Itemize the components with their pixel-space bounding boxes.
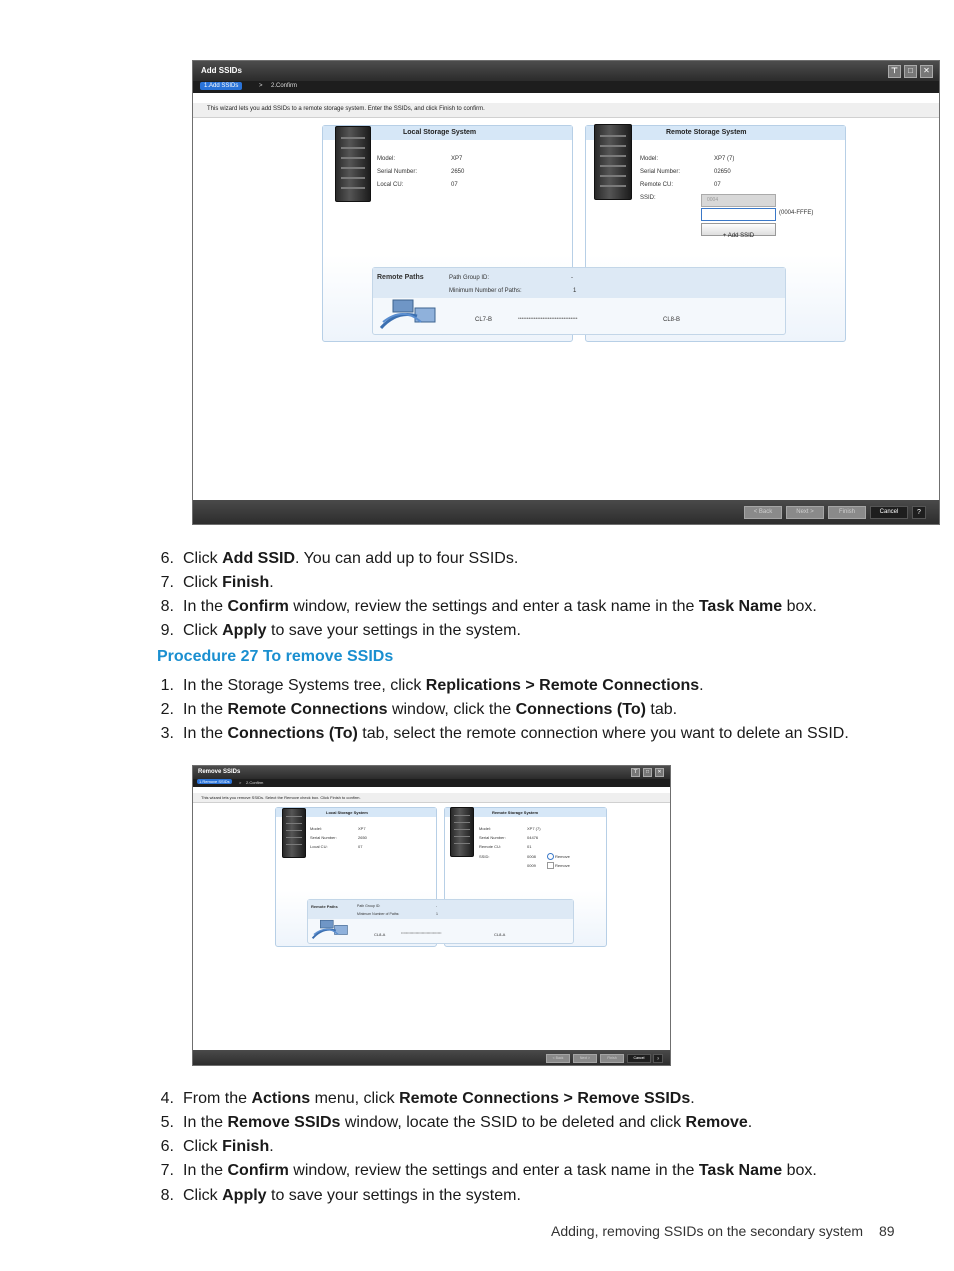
min-paths-value: 1 [436,912,438,916]
local-server-icon [282,808,306,858]
back-label: < Back [552,1056,564,1060]
path-group-value: - [436,904,438,908]
local-server-icon [335,126,371,202]
item-bold: Finish [222,1138,270,1155]
item-text: menu, click [310,1090,400,1107]
local-port: CL7-B [475,317,493,323]
remote-paths-heading: Remote Paths [377,274,424,281]
item-bold: Remove [685,1114,748,1131]
remote-serial-value: 04476 [527,835,539,840]
remote-paths-panel [307,899,574,944]
item-text: tab, select the remote connection where you want to delete an SSID. [357,725,849,742]
item-text: In the [183,701,228,718]
window-title: Remove SSIDs [198,769,241,775]
next-label: Next > [579,1056,591,1060]
item-bold: Apply [222,1187,267,1204]
local-model-label: Model: [377,156,396,162]
finish-button[interactable] [600,1054,624,1063]
item-bold: Remote Connections [227,701,388,718]
item-number: 5. [160,1114,174,1131]
item-number: 2. [160,701,174,718]
item-text: Click [183,1138,223,1155]
item-bold: Actions [251,1090,311,1107]
page-number: 89 [879,1223,895,1239]
item-text: . You can add up to four SSIDs. [295,550,519,567]
remote-model-label: Model: [479,826,492,831]
remote-serial-label: Serial Number: [479,835,506,840]
item-number: 8. [160,598,174,615]
help-button[interactable] [653,1054,663,1063]
finish-label: Finish [607,1056,617,1060]
back-button[interactable] [744,506,782,519]
local-cu-value: 07 [358,844,363,849]
cancel-button[interactable] [627,1054,651,1063]
window-titlebar [193,766,670,779]
remote-model-label: Model: [640,156,659,162]
item-text: tab. [645,701,678,718]
remove-label: Remove [555,863,570,868]
instruction-text: This wizard lets you remove SSIDs. Select the Remove check box. Click Finish to confirm. [201,795,361,800]
item-text: window, review the settings and enter a task name in the [288,1162,699,1179]
remote-ssid-label: SSID: [479,854,490,859]
item-text: Click [183,574,223,591]
help-button[interactable] [912,506,926,519]
remote-server-icon [450,807,474,857]
path-group-value: - [571,275,573,281]
remote-port: CL8-A [494,932,506,937]
add-ssid-label: + Add SSID [722,233,755,239]
remote-path-link-icon [377,292,439,332]
local-model-value: XP7 [451,156,463,162]
local-port: CL8-A [374,932,386,937]
next-button[interactable] [786,506,824,519]
local-cu-label: Local CU: [377,182,404,188]
item-text: window, click the [387,701,516,718]
item-bold: Confirm [227,1162,289,1179]
remote-path-link-icon [310,915,350,941]
wizard-instruction [193,103,939,118]
path-group-label: Path Group ID: [449,275,490,281]
remote-paths-panel [372,267,786,335]
item-bold: Remote Connections > Remove SSIDs [399,1090,691,1107]
item-number: 8. [160,1187,174,1204]
path-line: •••••••••••••••••••••••••••••••••• [518,316,578,322]
existing-ssid-field [701,194,776,207]
item-number: 3. [160,725,174,742]
new-ssid-input[interactable] [701,208,776,221]
cancel-button[interactable] [870,506,908,519]
window-title: Add SSIDs [201,66,242,75]
item-text: . [269,1138,274,1155]
remote-paths-heading: Remote Paths [311,904,338,909]
pin-icon[interactable]: ⊤ [631,768,640,777]
item-text: window, review the settings and enter a task name in the [288,598,699,615]
item-bold: Connections (To) [515,701,646,718]
remote-serial-label: Serial Number: [640,169,681,175]
local-heading-text: Local Storage System [326,810,368,815]
help-label: ? [917,509,921,516]
min-paths-label: Minimum Number of Paths: [357,912,400,916]
item-text: . [269,574,274,591]
remote-model-value: XP7 (7) [527,826,541,831]
cancel-label: Cancel [879,509,899,515]
path-group-label: Path Group ID: [357,904,381,908]
item-text: window, locate the SSID to be deleted and click [340,1114,686,1131]
local-serial-label: Serial Number: [377,169,418,175]
existing-ssid-value: 0004 [707,197,719,203]
remove-label: Remove [555,854,570,859]
item-text: In the Storage Systems tree, click [183,677,426,694]
local-cu-label: Local CU: [310,844,328,849]
item-bold: Task Name [698,1162,783,1179]
close-icon[interactable]: ✕ [920,65,933,78]
item-text: In the [183,1162,228,1179]
min-paths-label: Minimum Number of Paths: [449,288,522,294]
item-bold: Finish [222,574,270,591]
remote-cu-label: Remote CU: [640,182,674,188]
wizard-footer [193,500,939,524]
item-text: . [699,677,704,694]
ssid-value: 0008 [527,854,536,859]
add-ssids-window [192,60,940,525]
local-serial-value: 2650 [451,169,465,175]
footer-section-title: Adding, removing SSIDs on the secondary system [551,1223,864,1239]
remove-ssids-window [192,765,671,1066]
item-text: In the [183,598,228,615]
item-text: . [690,1090,695,1107]
wizard-steps [193,779,670,787]
maximize-icon[interactable]: □ [904,65,917,78]
local-model-label: Model: [310,826,323,831]
next-label: Next > [796,509,814,515]
item-text: . [747,1114,753,1131]
item-number: 6. [160,550,174,567]
ssid-value: 0009 [527,863,536,868]
cancel-label: Cancel [633,1056,645,1060]
item-text: box. [782,1162,817,1179]
remote-heading-text: Remote Storage System [492,810,539,815]
item-text: From the [183,1090,252,1107]
item-bold: Replications > Remote Connections [425,677,700,694]
close-icon[interactable]: ✕ [655,768,664,777]
min-paths-value: 1 [573,288,577,294]
item-number: 1. [160,677,174,694]
local-cu-value: 07 [451,182,458,188]
wizard-instruction [193,793,670,803]
item-text: In the [183,1114,228,1131]
ssid-range-hint: (0004-FFFE) [779,210,814,216]
remote-ssid-label: SSID: [640,195,656,201]
path-line: ••••••••••••••••••••••••••••••••• [401,931,442,935]
step-remove-ssids: 1.Remove SSIDs [199,779,230,784]
finish-button[interactable] [828,506,866,519]
back-button[interactable] [546,1054,570,1063]
item-bold: Add SSID [222,550,295,567]
next-button[interactable] [573,1054,597,1063]
step-confirm: 2.Confirm [271,83,298,89]
remote-heading-text: Remote Storage System [666,129,747,136]
item-text: box. [782,598,817,615]
local-serial-value: 2650 [358,835,367,840]
remote-server-icon [594,124,632,200]
window-titlebar [193,61,939,81]
item-text: In the [183,725,228,742]
local-model-value: XP7 [358,826,366,831]
item-text: Click [183,550,223,567]
instruction-text: This wizard lets you add SSIDs to a remote storage system. Enter the SSIDs, and click Finish to confirm. [207,106,485,112]
item-bold: Task Name [698,598,783,615]
local-serial-label: Serial Number: [310,835,337,840]
step-add-ssids: 1.Add SSIDs [200,82,242,90]
remote-cu-value: 01 [527,844,532,849]
item-number: 9. [160,622,174,639]
remote-model-value: XP7 (7) [714,156,735,162]
step-separator: > [259,83,263,89]
item-number: 4. [160,1090,174,1107]
pin-icon[interactable]: ⊤ [888,65,901,78]
item-number: 7. [160,574,174,591]
item-text: to save your settings in the system. [266,622,521,639]
procedure-heading: Procedure 27 To remove SSIDs [157,648,394,665]
item-bold: Connections (To) [227,725,358,742]
remote-cu-value: 07 [714,182,721,188]
item-bold: Remove SSIDs [227,1114,341,1131]
local-heading-text: Local Storage System [403,129,477,136]
step-separator: > [239,780,242,785]
item-text: Click [183,622,223,639]
remote-cu-label: Remote CU: [479,844,502,849]
item-bold: Confirm [227,598,289,615]
back-label: < Back [753,509,773,515]
remove-checkbox[interactable] [547,853,554,860]
remote-port: CL8-B [663,317,681,323]
add-ssid-button[interactable] [701,223,776,239]
remote-serial-value: 02650 [714,169,731,175]
step-confirm: 2.Confirm [246,780,264,785]
remove-checkbox[interactable] [547,862,554,869]
wizard-footer [193,1050,670,1065]
item-number: 7. [160,1162,174,1179]
finish-label: Finish [838,509,855,515]
maximize-icon[interactable]: □ [643,768,652,777]
help-label: ? [656,1056,660,1061]
item-text: to save your settings in the system. [266,1187,521,1204]
wizard-steps [193,81,939,93]
item-bold: Apply [222,622,267,639]
item-text: Click [183,1187,223,1204]
item-number: 6. [160,1138,174,1155]
